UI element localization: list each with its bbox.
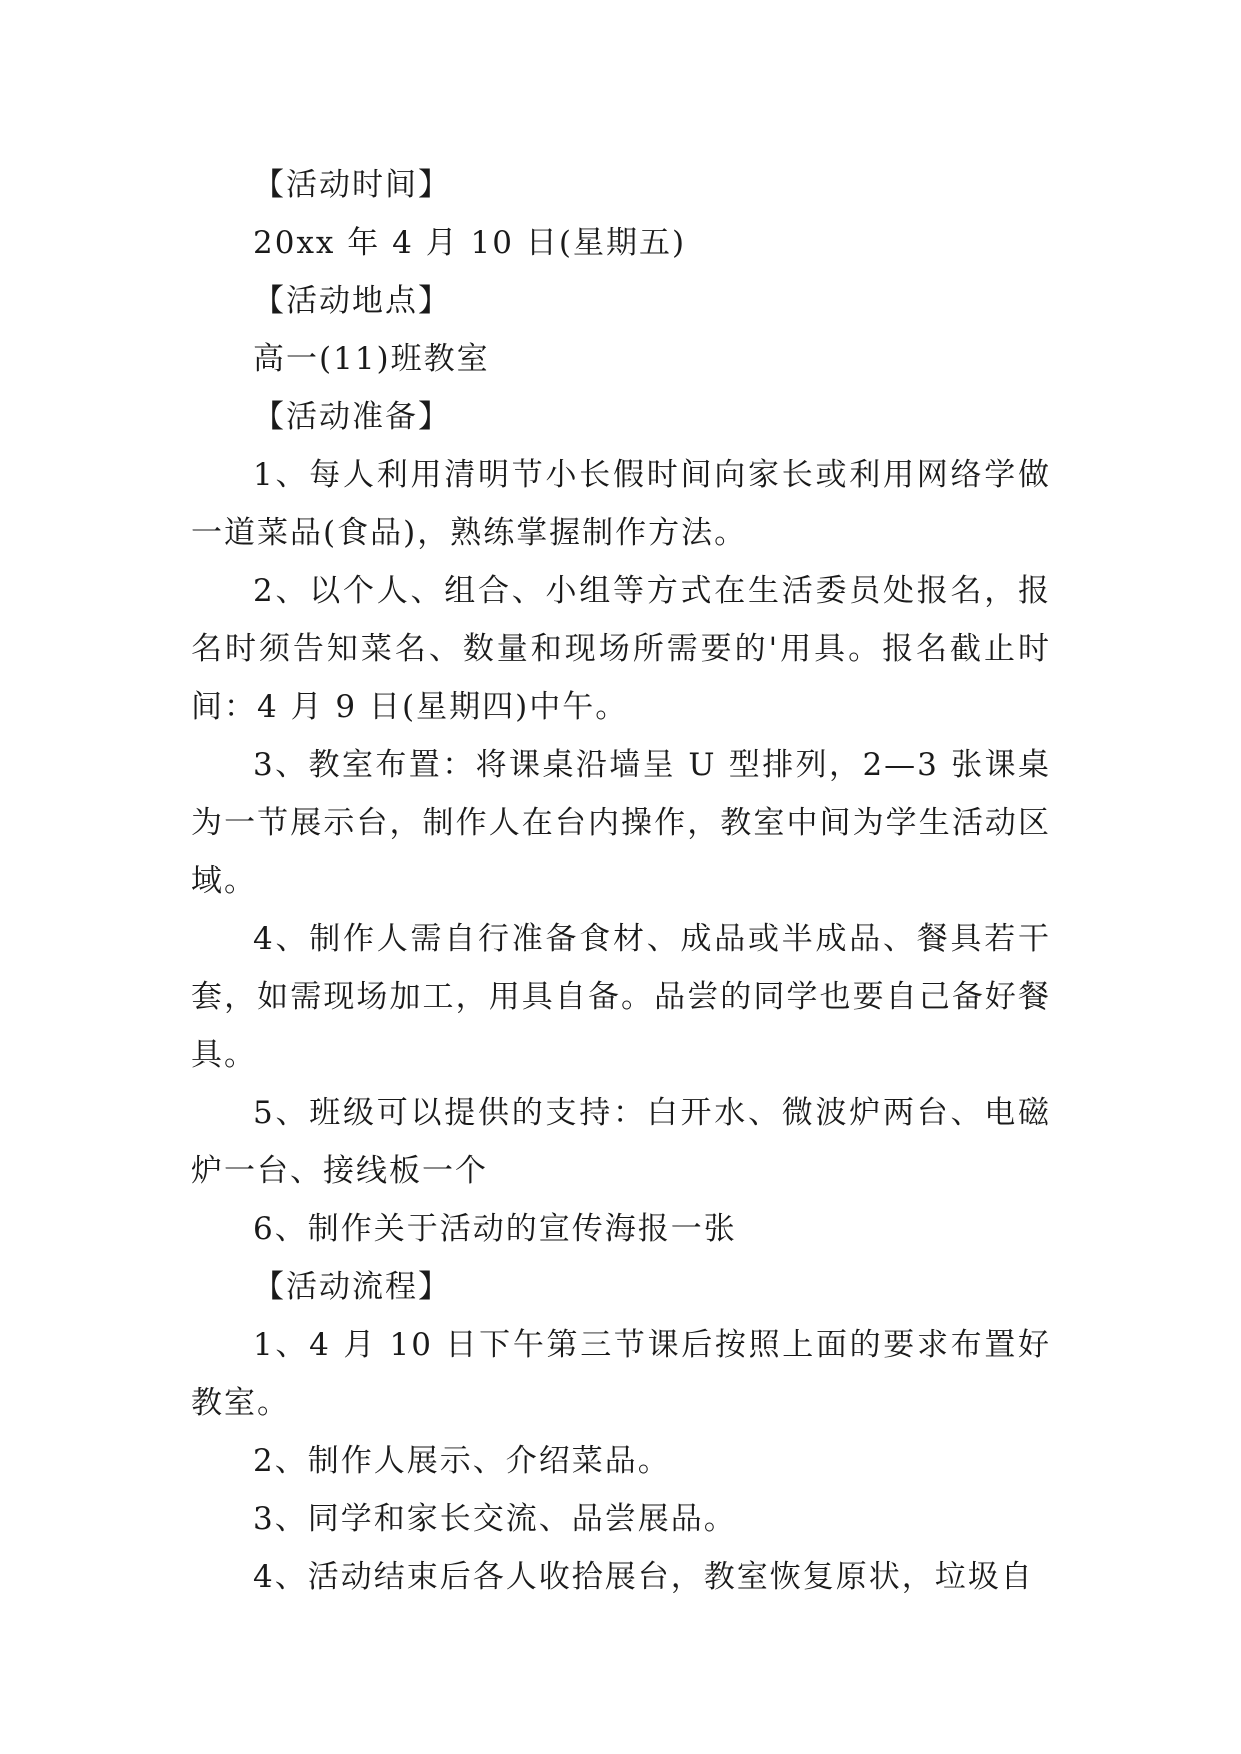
process-item-4: 4、活动结束后各人收拾展台，教室恢复原状，垃圾自 [253, 1559, 1034, 1595]
section-heading-preparation: 【活动准备】 [253, 399, 451, 435]
preparation-item-2: 2、以个人、组合、小组等方式在生活委员处报名，报名时须告知菜名、数量和现场所需要的'用具。报名截止时间：4 月 9 日(星期四)中午。 [191, 573, 1051, 725]
preparation-item-6: 6、制作关于活动的宣传海报一张 [253, 1211, 737, 1247]
process-item-3: 3、同学和家长交流、品尝展品。 [253, 1501, 737, 1537]
document-page [191, 156, 1051, 1606]
section-heading-process: 【活动流程】 [253, 1269, 451, 1305]
preparation-item-3: 3、教室布置：将课桌沿墙呈 U 型排列，2—3 张课桌为一节展示台，制作人在台内操作，教室中间为学生活动区域。 [191, 747, 1051, 899]
section-heading-location: 【活动地点】 [253, 283, 451, 319]
process-item-1: 1、4 月 10 日下午第三节课后按照上面的要求布置好教室。 [191, 1327, 1051, 1421]
activity-date: 20xx 年 4 月 10 日(星期五) [253, 225, 687, 261]
preparation-item-4: 4、制作人需自行准备食材、成品或半成品、餐具若干套，如需现场加工，用具自备。品尝的同学也要自己备好餐具。 [191, 921, 1051, 1073]
section-heading-time: 【活动时间】 [253, 167, 451, 203]
process-item-2: 2、制作人展示、介绍菜品。 [253, 1443, 671, 1479]
preparation-item-5: 5、班级可以提供的支持：白开水、微波炉两台、电磁炉一台、接线板一个 [191, 1095, 1051, 1189]
activity-location: 高一(11)班教室 [253, 341, 490, 377]
preparation-item-1: 1、每人利用清明节小长假时间向家长或利用网络学做一道菜品(食品)，熟练掌握制作方法。 [191, 457, 1051, 551]
